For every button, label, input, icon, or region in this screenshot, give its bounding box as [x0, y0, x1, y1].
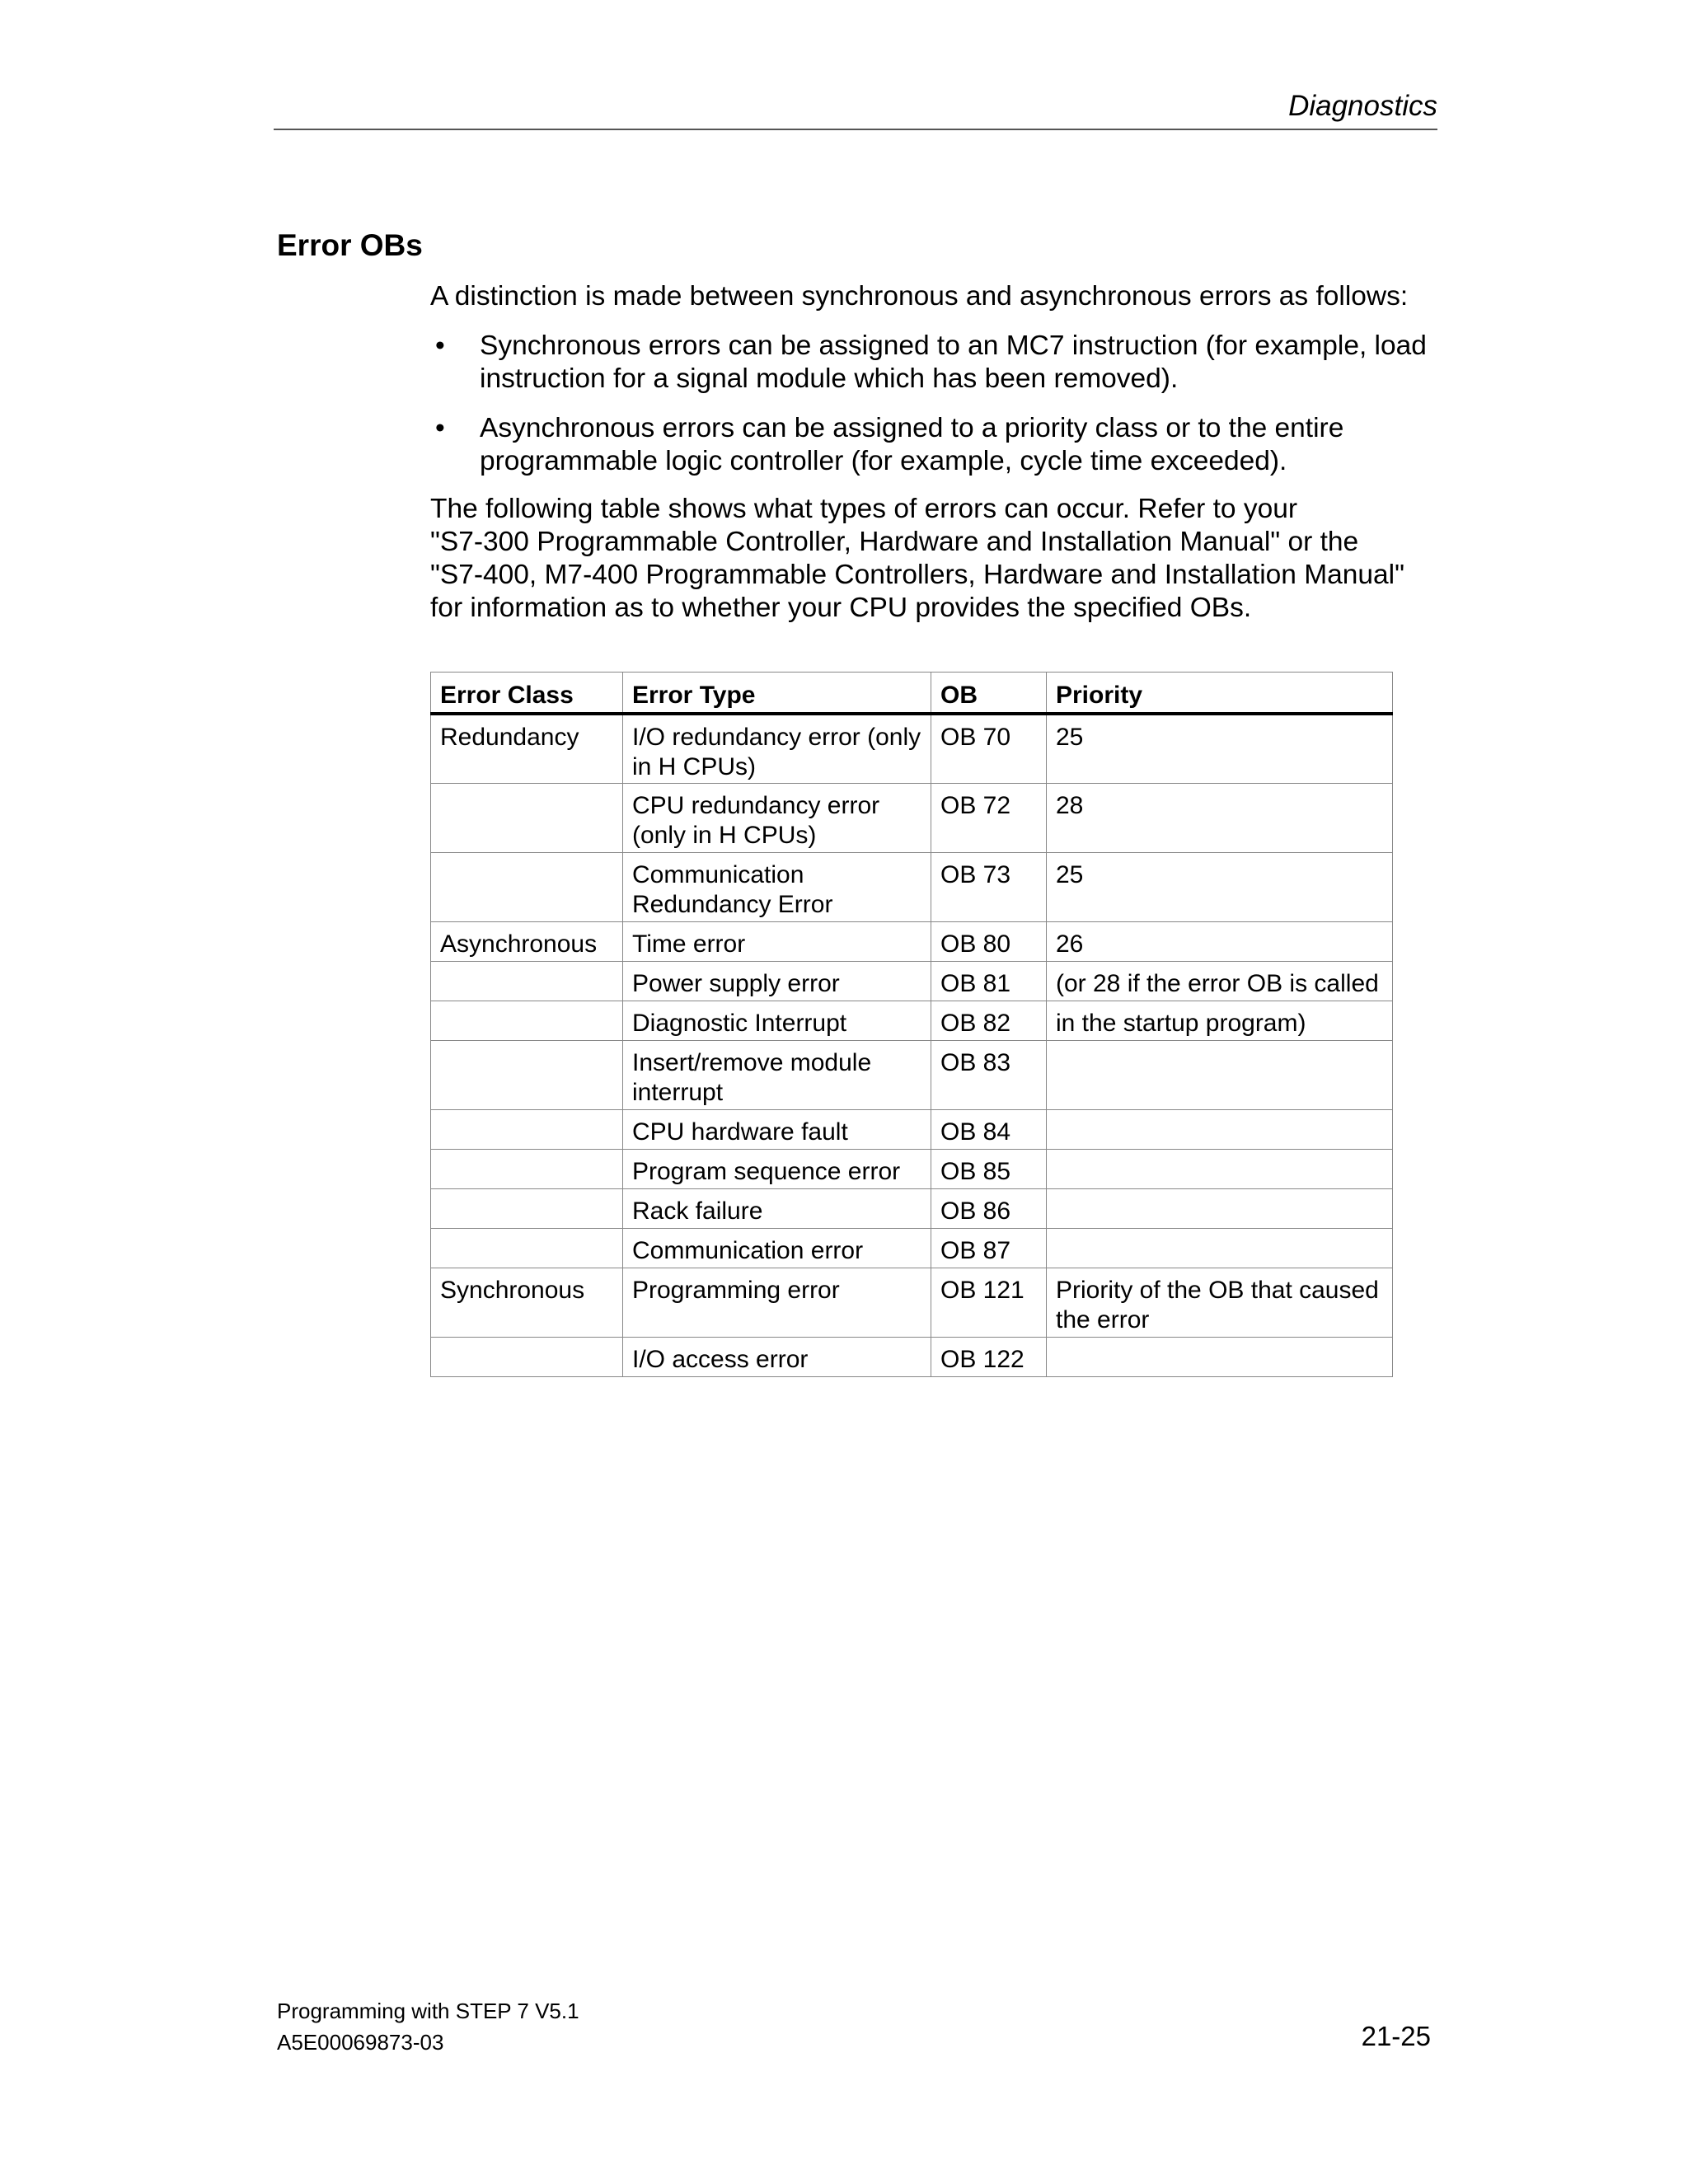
priority-cell	[1047, 1228, 1393, 1268]
table-row	[431, 1188, 1393, 1228]
error-type-line: Time error	[632, 930, 746, 958]
priority-cell	[1047, 1040, 1393, 1109]
bullet-line: instruction for a signal module which has been removed).	[480, 363, 1179, 394]
ob-cell: OB 83	[931, 1040, 1047, 1109]
error-ob-table	[430, 672, 1393, 1377]
error-class-cell: Synchronous	[431, 1268, 623, 1337]
priority-cell	[1047, 714, 1393, 783]
table-row	[431, 783, 1393, 852]
table-row	[431, 1149, 1393, 1188]
error-type-line: Program sequence error	[632, 1157, 901, 1185]
ob-cell: OB 122	[931, 1337, 1047, 1376]
footer-manual-info	[277, 1995, 579, 2058]
priority-line: 25	[1056, 724, 1084, 751]
error-type-line: I/O redundancy error (only	[632, 724, 921, 751]
error-class-cell	[431, 852, 623, 921]
error-type-cell	[623, 921, 931, 961]
error-type-cell	[623, 714, 931, 783]
table-row	[431, 1040, 1393, 1109]
ob-cell: OB 82	[931, 1001, 1047, 1040]
priority-cell	[1047, 1149, 1393, 1188]
bullet-marker: •	[435, 330, 445, 361]
column-header-error-class: Error Class	[431, 673, 623, 715]
paragraph-line: The following table shows what types of errors can occur. Refer to your	[430, 494, 1298, 524]
priority-cell	[1047, 1188, 1393, 1228]
error-type-line: Programming error	[632, 1276, 840, 1304]
column-header-priority: Priority	[1047, 673, 1393, 715]
page-number: 21-25	[1361, 2021, 1431, 2051]
table-row	[431, 1109, 1393, 1149]
paragraph-line: "S7-300 Programmable Controller, Hardware and Installation Manual" or the	[430, 527, 1359, 557]
bullet-text	[480, 330, 1436, 396]
bullet-text	[480, 412, 1436, 478]
ob-cell: OB 121	[931, 1268, 1047, 1337]
priority-line: the error	[1056, 1305, 1150, 1333]
error-class-cell: Asynchronous	[431, 921, 623, 961]
bullet-item	[430, 412, 1436, 478]
error-type-line: (only in H CPUs)	[632, 821, 817, 849]
column-header-error-type: Error Type	[623, 673, 931, 715]
ob-cell: OB 85	[931, 1149, 1047, 1188]
ob-cell: OB 72	[931, 783, 1047, 852]
error-type-line: Diagnostic Interrupt	[632, 1009, 847, 1037]
error-type-line: I/O access error	[632, 1345, 809, 1373]
error-class-cell	[431, 1228, 623, 1268]
ob-cell: OB 80	[931, 921, 1047, 961]
priority-cell	[1047, 783, 1393, 852]
table-row	[431, 1337, 1393, 1376]
error-type-cell	[623, 1149, 931, 1188]
error-type-cell	[623, 783, 931, 852]
bullet-line: Asynchronous errors can be assigned to a priority class or to the entire	[480, 413, 1344, 443]
error-class-cell: Redundancy	[431, 714, 623, 783]
error-class-cell	[431, 1188, 623, 1228]
error-type-cell	[623, 1228, 931, 1268]
ob-cell: OB 86	[931, 1188, 1047, 1228]
ob-cell: OB 73	[931, 852, 1047, 921]
error-type-line: Redundancy Error	[632, 890, 833, 918]
table-header-row	[431, 673, 1393, 715]
priority-line: 25	[1056, 860, 1084, 888]
priority-line: 28	[1056, 791, 1084, 819]
error-class-cell	[431, 783, 623, 852]
priority-cell	[1047, 961, 1393, 1001]
error-type-line: interrupt	[632, 1078, 724, 1106]
error-type-line: Communication error	[632, 1236, 864, 1264]
paragraph-line: for information as to whether your CPU provides the specified OBs.	[430, 593, 1252, 623]
priority-cell	[1047, 1001, 1393, 1040]
error-type-line: Rack failure	[632, 1197, 763, 1225]
ob-cell: OB 87	[931, 1228, 1047, 1268]
error-type-line: Power supply error	[632, 969, 840, 997]
table-row	[431, 961, 1393, 1001]
priority-line: in the startup program)	[1056, 1009, 1306, 1037]
error-type-line: in H CPUs)	[632, 753, 757, 780]
column-header-ob: OB	[931, 673, 1047, 715]
error-type-line: CPU hardware fault	[632, 1118, 848, 1146]
error-type-cell	[623, 1337, 931, 1376]
paragraph-line: "S7-400, M7-400 Programmable Controllers, Hardware and Installation Manual"	[430, 560, 1404, 590]
priority-cell	[1047, 1337, 1393, 1376]
table-row	[431, 921, 1393, 961]
error-type-cell	[623, 1109, 931, 1149]
priority-line: Priority of the OB that caused	[1056, 1276, 1379, 1304]
bullet-marker: •	[435, 413, 445, 443]
error-type-line: Communication	[632, 860, 804, 888]
error-class-cell	[431, 1040, 623, 1109]
error-class-cell	[431, 1001, 623, 1040]
error-type-line: CPU redundancy error	[632, 791, 880, 819]
error-type-cell	[623, 1188, 931, 1228]
priority-cell	[1047, 921, 1393, 961]
table-row	[431, 1268, 1393, 1337]
error-type-cell	[623, 1268, 931, 1337]
error-type-cell	[623, 961, 931, 1001]
priority-cell	[1047, 852, 1393, 921]
priority-cell	[1047, 1268, 1393, 1337]
error-type-cell	[623, 1040, 931, 1109]
error-class-cell	[431, 1109, 623, 1149]
error-class-cell	[431, 1337, 623, 1376]
table-row	[431, 1228, 1393, 1268]
priority-line: (or 28 if the error OB is called	[1056, 969, 1379, 997]
ob-cell: OB 70	[931, 714, 1047, 783]
error-type-line: Insert/remove module	[632, 1048, 872, 1076]
footer-manual-title: Programming with STEP 7 V5.1	[277, 1999, 579, 2023]
intro-paragraph: A distinction is made between synchronous and asynchronous errors as follows:	[430, 281, 1409, 312]
priority-cell	[1047, 1109, 1393, 1149]
bullet-line: Synchronous errors can be assigned to an MC7 instruction (for example, load	[480, 330, 1427, 361]
bullet-line: programmable logic controller (for example, cycle time exceeded).	[480, 446, 1287, 476]
error-type-cell	[623, 1001, 931, 1040]
table-row	[431, 714, 1393, 783]
ob-cell: OB 81	[931, 961, 1047, 1001]
section-title: Error OBs	[277, 228, 423, 262]
priority-line: 26	[1056, 930, 1084, 958]
error-class-cell	[431, 1149, 623, 1188]
header-rule	[274, 129, 1437, 130]
table-row	[431, 1001, 1393, 1040]
error-type-cell	[623, 852, 931, 921]
reference-paragraph	[430, 493, 1436, 625]
bullet-item	[430, 330, 1436, 396]
footer-order-number: A5E00069873-03	[277, 2030, 444, 2055]
error-class-cell	[431, 961, 623, 1001]
table-row	[431, 852, 1393, 921]
running-header: Diagnostics	[1288, 90, 1437, 122]
ob-cell: OB 84	[931, 1109, 1047, 1149]
